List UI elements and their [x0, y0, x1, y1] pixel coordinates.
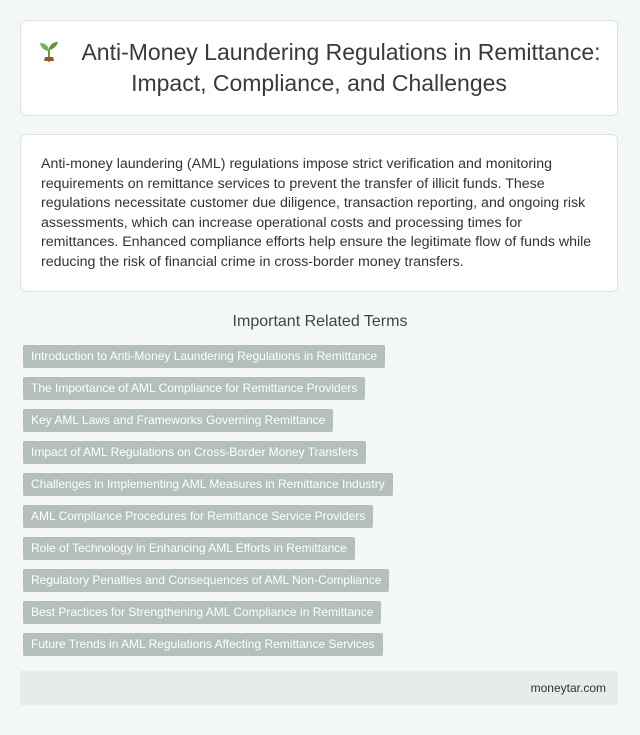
related-term-link[interactable]: Introduction to Anti-Money Laundering Regulations in Remittance — [23, 345, 385, 368]
related-term-link[interactable]: AML Compliance Procedures for Remittance Service Providers — [23, 505, 373, 528]
title-card — [20, 20, 618, 116]
related-term-link[interactable]: Regulatory Penalties and Consequences of AML Non-Compliance — [23, 569, 389, 592]
seedling-icon — [37, 39, 61, 63]
page-title-text: Anti-Money Laundering Regulations in Remittance: Impact, Compliance, and Challenges — [81, 39, 601, 96]
related-terms-heading: Important Related Terms — [232, 313, 408, 330]
related-term-link[interactable]: Challenges in Implementing AML Measures in Remittance Industry — [23, 473, 393, 496]
related-term-link[interactable]: Role of Technology in Enhancing AML Efforts in Remittance — [23, 537, 355, 560]
summary-card — [20, 134, 618, 292]
related-terms-list — [23, 345, 613, 665]
footer — [20, 671, 618, 705]
footer-site-link[interactable]: moneytar.com — [530, 681, 606, 695]
related-term-link[interactable]: Best Practices for Strengthening AML Compliance in Remittance — [23, 601, 381, 624]
related-term-link[interactable]: Impact of AML Regulations on Cross-Border Money Transfers — [23, 441, 366, 464]
summary-text: Anti-money laundering (AML) regulations impose strict verification and monitoring requirements on remittance services to prevent the transfer of illicit funds. These regulations necessitate customer due diligence, transaction reporting, and ongoing risk assessments, which can increase operational costs and processing times for remittances. Enhanced compliance efforts help ensure the legitimate flow of funds while reducing the risk of financial crime in cross-border money transfers. — [41, 156, 592, 270]
page-title — [21, 37, 617, 99]
related-term-link[interactable]: The Importance of AML Compliance for Remittance Providers — [23, 377, 365, 400]
related-term-link[interactable]: Future Trends in AML Regulations Affecting Remittance Services — [23, 633, 383, 656]
related-term-link[interactable]: Key AML Laws and Frameworks Governing Remittance — [23, 409, 333, 432]
